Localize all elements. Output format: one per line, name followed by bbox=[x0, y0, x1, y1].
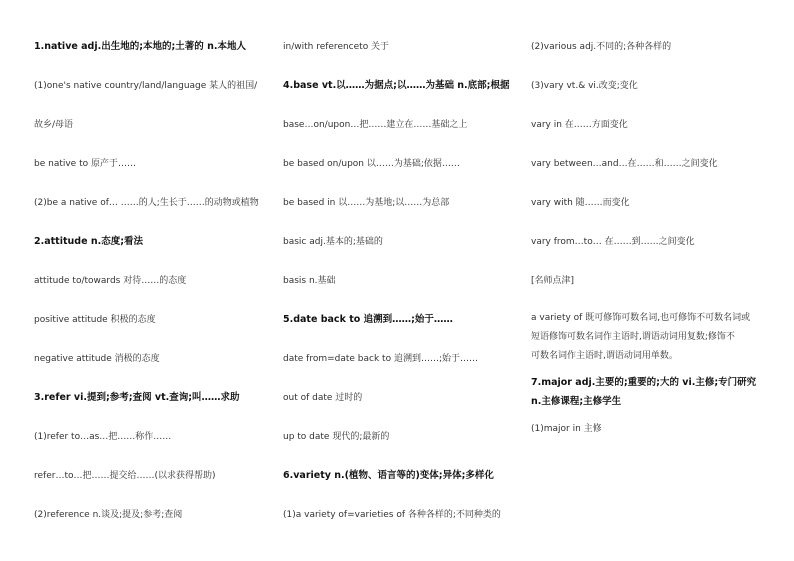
text-line: up to date 现代的;最新的 bbox=[283, 432, 390, 442]
column-3 bbox=[531, 36, 767, 457]
entry-heading: 4.base vt.以……为据点;以……为基础 n.底部;根据 bbox=[283, 80, 510, 91]
text-line: vary with 随……而变化 bbox=[531, 198, 630, 208]
text-line: date from=date back to 追溯到……;始于…… bbox=[283, 354, 478, 364]
text-line: (2)reference n.谈及;提及;参考;查阅 bbox=[34, 510, 183, 520]
entry-heading: n.主修课程;主修学生 bbox=[531, 396, 622, 407]
text-line: basic adj.基本的;基础的 bbox=[283, 237, 383, 247]
text-line: 短语修饰可数名词作主语时,谓语动词用复数;修饰不 bbox=[531, 332, 735, 342]
entry-heading: 3.refer vi.提到;参考;查阅 vt.查询;叫……求助 bbox=[34, 392, 240, 403]
column-2 bbox=[283, 36, 519, 543]
text-line: vary from…to… 在……到……之间变化 bbox=[531, 237, 695, 247]
text-line: (1)major in 主修 bbox=[531, 424, 602, 434]
text-line: vary between…and…在……和……之间变化 bbox=[531, 159, 718, 169]
text-line: vary in 在……方面变化 bbox=[531, 120, 628, 130]
text-line: attitude to/towards 对待……的态度 bbox=[34, 276, 187, 286]
entry-heading: 1.native adj.出生地的;本地的;土著的 n.本地人 bbox=[34, 41, 246, 52]
text-line: negative attitude 消极的态度 bbox=[34, 354, 160, 364]
text-line: be based on/upon 以……为基础;依据…… bbox=[283, 159, 460, 169]
text-line: positive attitude 积极的态度 bbox=[34, 315, 156, 325]
text-line: (2)be a native of… ……的人;生长于……的动物或植物 bbox=[34, 198, 259, 208]
text-line: (1)one's native country/land/language 某人的祖国/ bbox=[34, 81, 258, 91]
text-line: out of date 过时的 bbox=[283, 393, 363, 403]
text-line: (2)various adj.不同的;各种各样的 bbox=[531, 42, 672, 52]
text-line: be based in 以……为基地;以……为总部 bbox=[283, 198, 450, 208]
text-line: basis n.基础 bbox=[283, 276, 336, 286]
text-line: 可数名词作主语时,谓语动词用单数。 bbox=[531, 351, 678, 361]
entry-heading: 5.date back to 追溯到……;始于…… bbox=[283, 314, 453, 325]
text-line: (1)a variety of=varieties of 各种各样的;不同种类的 bbox=[283, 510, 501, 520]
entry-heading: 2.attitude n.态度;看法 bbox=[34, 236, 143, 247]
text-line: be native to 原产于…… bbox=[34, 159, 136, 169]
text-line: 故乡/母语 bbox=[34, 120, 74, 130]
text-line: (1)refer to…as…把……称作…… bbox=[34, 432, 172, 442]
entry-heading: 6.variety n.(植物、语言等的)变体;异体;多样化 bbox=[283, 470, 494, 481]
text-line: base…on/upon…把……建立在……基础之上 bbox=[283, 120, 468, 130]
text-line: refer…to…把……提交给……(以求获得帮助) bbox=[34, 471, 216, 481]
text-line: in/with referenceto 关于 bbox=[283, 42, 390, 52]
entry-heading: 7.major adj.主要的;重要的;大的 vi.主修;专门研究 bbox=[531, 377, 757, 388]
text-line: (3)vary vt.& vi.改变;变化 bbox=[531, 81, 638, 91]
text-line: a variety of 既可修饰可数名词,也可修饰不可数名词或 bbox=[531, 313, 751, 323]
text-line: [名师点津] bbox=[531, 276, 575, 286]
column-1 bbox=[34, 36, 270, 543]
